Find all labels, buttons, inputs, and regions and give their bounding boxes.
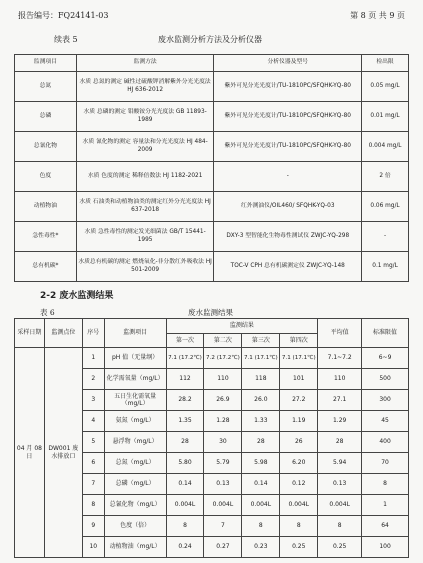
table-row	[15, 132, 409, 162]
no-cell: 4	[82, 411, 104, 432]
no-header: 序号	[82, 319, 104, 348]
item-cell: 总氮	[15, 72, 77, 102]
no-cell: 9	[82, 516, 104, 537]
item-cell: 总氰化物（mg/L）	[104, 495, 166, 516]
method-cell: 水质总有机碳的测定 燃烧氧化-非分散红外吸收法 HJ 501-2009	[76, 252, 214, 282]
method-cell: 水质 总磷的测定 钼酸铵分光光度法 GB 11893-1989	[76, 102, 214, 132]
instrument-cell: 紫外可见分光光度计/TU-1810PC/SFQHK-YQ-80	[214, 72, 362, 102]
section-title: 2-2 废水监测结果	[40, 291, 114, 301]
item-cell: 急性毒性*	[15, 222, 77, 252]
limit-cell: -	[362, 222, 409, 252]
item-cell: 动植物油（mg/L）	[104, 537, 166, 558]
value-cell: 101	[280, 369, 318, 390]
limit-cell: 0.06 mg/L	[362, 192, 409, 222]
item-cell: 总有机碳*	[15, 252, 77, 282]
item-cell: pH 值（无量纲）	[104, 348, 166, 369]
limit-cell: 2 倍	[362, 162, 409, 192]
limit-cell: 500	[362, 369, 409, 390]
value-cell: 26	[280, 432, 318, 453]
limit-cell: 0.05 mg/L	[362, 72, 409, 102]
method-cell: 水质 急性毒性的测定发光细菌法 GB/T 15441-1995	[76, 222, 214, 252]
limit-cell: 8	[362, 474, 409, 495]
avg-cell: 0.13	[318, 474, 362, 495]
column-header: 检出限	[362, 55, 409, 72]
instrument-cell: DXY-3 型智能化生物毒性测试仪 ZWJC-YQ-298	[214, 222, 362, 252]
avg-cell: 27.1	[318, 390, 362, 411]
column-header: 分析仪器及型号	[214, 55, 362, 72]
value-cell: 118	[242, 369, 280, 390]
table6-label: 表 6	[40, 308, 55, 317]
value-cell: 0.27	[204, 537, 242, 558]
value-cell: 0.12	[280, 474, 318, 495]
table-row	[15, 252, 409, 282]
value-cell: 0.14	[242, 474, 280, 495]
method-cell: 水质 色度的测定 稀释倍数法 HJ 1182-2021	[76, 162, 214, 192]
limit-cell: 0.01 mg/L	[362, 102, 409, 132]
value-cell: 7.1 (17.1℃)	[242, 348, 280, 369]
value-cell: 110	[204, 369, 242, 390]
item-cell: 色度	[15, 162, 77, 192]
method-cell: 水质 氰化物的测定 容量法和分光光度法 HJ 484-2009	[76, 132, 214, 162]
no-cell: 8	[82, 495, 104, 516]
value-cell: 7.1 (17.1℃)	[280, 348, 318, 369]
value-cell: 0.13	[204, 474, 242, 495]
value-cell: 7	[204, 516, 242, 537]
table5-label: 续表 5	[54, 35, 78, 44]
avg-cell: 110	[318, 369, 362, 390]
page-header	[18, 10, 405, 24]
value-cell: 5.98	[242, 453, 280, 474]
value-cell: 0.23	[242, 537, 280, 558]
item-header: 监测项目	[104, 319, 166, 348]
limit-cell: 45	[362, 411, 409, 432]
value-cell: 0.24	[166, 537, 204, 558]
table-row	[15, 162, 409, 192]
value-cell: 0.004L	[242, 495, 280, 516]
avg-cell: 28	[318, 432, 362, 453]
no-cell: 7	[82, 474, 104, 495]
limit-cell: 1	[362, 495, 409, 516]
table5-title: 废水监测分析方法及分析仪器	[158, 35, 262, 44]
instrument-cell: 红外测油仪/OIL460/ SFQHK-YQ-03	[214, 192, 362, 222]
item-cell: 五日生化需氧量（mg/L）	[104, 390, 166, 411]
fourth-header: 第四次	[280, 334, 318, 348]
value-cell: 0.25	[280, 537, 318, 558]
table-row	[15, 222, 409, 252]
results-header: 监测结果	[166, 319, 318, 334]
limit-cell: 64	[362, 516, 409, 537]
value-cell: 0.004L	[204, 495, 242, 516]
value-cell: 28	[242, 432, 280, 453]
value-cell: 26.9	[204, 390, 242, 411]
avg-cell: 0.004L	[318, 495, 362, 516]
value-cell: 7.1 (17.2℃)	[166, 348, 204, 369]
date-cell: 04 月 08 日	[15, 348, 45, 558]
no-cell: 10	[82, 537, 104, 558]
value-cell: 8	[166, 516, 204, 537]
page-number: 第 8 页 共 9 页	[350, 11, 405, 20]
table-row	[15, 348, 409, 369]
item-cell: 氨氮（mg/L）	[104, 411, 166, 432]
no-cell: 5	[82, 432, 104, 453]
instrument-cell: TOC-V CPH 总有机碳测定仪 ZWJC-YQ-148	[214, 252, 362, 282]
table-row	[15, 192, 409, 222]
limit-cell: 0.1 mg/L	[362, 252, 409, 282]
value-cell: 1.35	[166, 411, 204, 432]
avg-cell: 7.1~7.2	[318, 348, 362, 369]
instrument-cell: 紫外可见分光光度计/TU-1810PC/SFQHK-YQ-80	[214, 132, 362, 162]
value-cell: 5.79	[204, 453, 242, 474]
no-cell: 1	[82, 348, 104, 369]
point-header: 监测点位	[44, 319, 82, 348]
value-cell: 28.2	[166, 390, 204, 411]
results-table	[14, 318, 409, 558]
method-cell: 水质 石油类和动植物油类的测定红外分光光度法 HJ 637-2018	[76, 192, 214, 222]
item-cell: 动植物油	[15, 192, 77, 222]
no-cell: 3	[82, 390, 104, 411]
table6-title: 废水监测结果	[188, 308, 233, 317]
item-cell: 悬浮物（mg/L）	[104, 432, 166, 453]
value-cell: 26.0	[242, 390, 280, 411]
avg-cell: 0.25	[318, 537, 362, 558]
limit-cell: 300	[362, 390, 409, 411]
table-header-row	[15, 319, 409, 334]
avg-cell: 1.29	[318, 411, 362, 432]
value-cell: 1.19	[280, 411, 318, 432]
value-cell: 0.004L	[166, 495, 204, 516]
item-cell: 总氮（mg/L）	[104, 453, 166, 474]
item-cell: 色度（倍）	[104, 516, 166, 537]
limit-cell: 100	[362, 537, 409, 558]
instrument-cell: -	[214, 162, 362, 192]
table-row	[15, 72, 409, 102]
column-header: 监测项目	[15, 55, 77, 72]
value-cell: 8	[242, 516, 280, 537]
value-cell: 7.2 (17.2℃)	[204, 348, 242, 369]
no-cell: 2	[82, 369, 104, 390]
table-row	[15, 102, 409, 132]
method-cell: 水质 总氮的测定 碱性过硫酸钾消解紫外分光光度法 HJ 636-2012	[76, 72, 214, 102]
limit-cell: 400	[362, 432, 409, 453]
methods-table	[14, 54, 409, 282]
avg-header: 平均值	[318, 319, 362, 348]
value-cell: 1.28	[204, 411, 242, 432]
value-cell: 30	[204, 432, 242, 453]
table-header-row	[15, 55, 409, 72]
item-cell: 总磷	[15, 102, 77, 132]
no-cell: 6	[82, 453, 104, 474]
value-cell: 27.2	[280, 390, 318, 411]
limit-cell: 6~9	[362, 348, 409, 369]
point-cell: DW001 废水排放口	[44, 348, 82, 558]
avg-cell: 5.94	[318, 453, 362, 474]
item-cell: 化学需氧量（mg/L）	[104, 369, 166, 390]
value-cell: 112	[166, 369, 204, 390]
value-cell: 0.14	[166, 474, 204, 495]
column-header: 监测方法	[76, 55, 214, 72]
value-cell: 8	[280, 516, 318, 537]
limit-cell: 70	[362, 453, 409, 474]
limit-header: 标准限值	[362, 319, 409, 348]
third-header: 第三次	[242, 334, 280, 348]
limit-cell: 0.004 mg/L	[362, 132, 409, 162]
value-cell: 5.80	[166, 453, 204, 474]
value-cell: 28	[166, 432, 204, 453]
value-cell: 0.004L	[280, 495, 318, 516]
first-header: 第一次	[166, 334, 204, 348]
item-cell: 总氰化物	[15, 132, 77, 162]
report-number: 报告编号：FQ24141-03	[18, 11, 109, 20]
date-header: 采样日期	[15, 319, 45, 348]
avg-cell: 8	[318, 516, 362, 537]
item-cell: 总磷（mg/L）	[104, 474, 166, 495]
instrument-cell: 紫外可见分光光度计/TU-1810PC/SFQHK-YQ-80	[214, 102, 362, 132]
value-cell: 1.33	[242, 411, 280, 432]
second-header: 第二次	[204, 334, 242, 348]
value-cell: 6.20	[280, 453, 318, 474]
